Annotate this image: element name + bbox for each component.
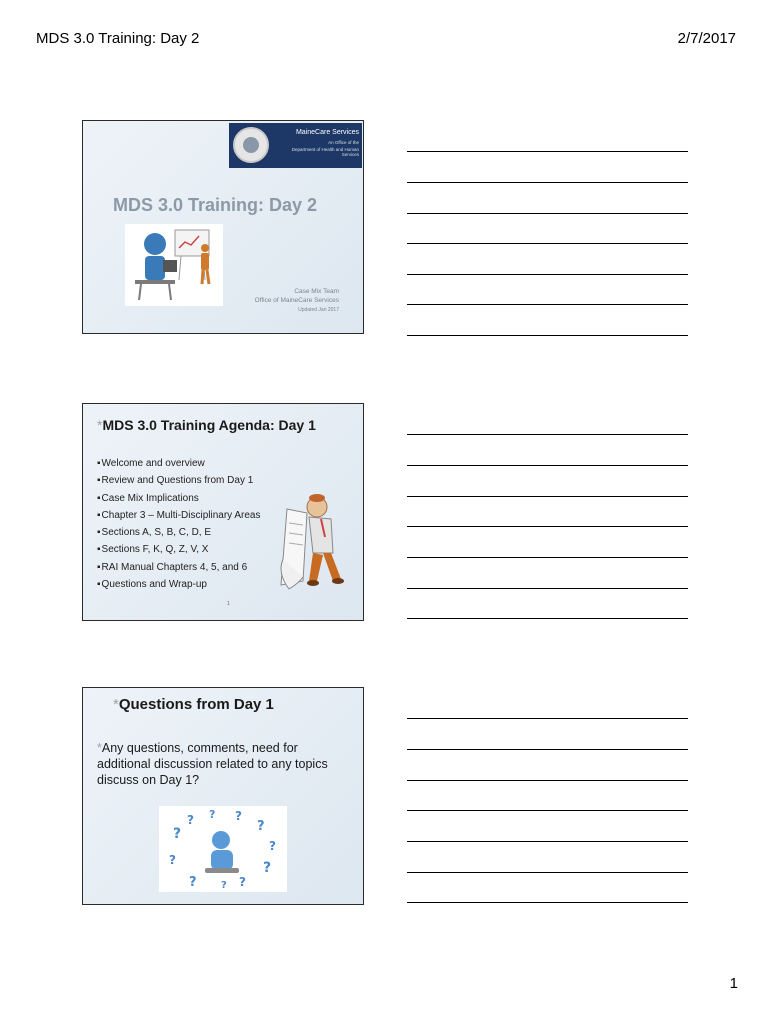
svg-text:?: ? <box>221 880 227 891</box>
svg-text:?: ? <box>235 809 242 823</box>
agenda-item: ▪ Review and Questions from Day 1 <box>97 472 261 489</box>
agenda-item: ▪ Chapter 3 – Multi-Disciplinary Areas <box>97 507 261 524</box>
banner-subtitle-1: An Office of the <box>328 140 359 145</box>
note-line <box>407 496 688 497</box>
slide-2-title: *MDS 3.0 Training Agenda: Day 1 <box>97 417 316 433</box>
man-with-scroll-icon <box>273 489 353 594</box>
note-line <box>407 718 688 719</box>
note-line <box>407 465 688 466</box>
note-line <box>407 780 688 781</box>
banner-subtitle-2: Department of Health and Human Services <box>291 147 359 157</box>
slide-3-question-text: *Any questions, comments, need for additional discussion related to any topics discuss on Day 1? <box>97 741 328 787</box>
note-line <box>407 588 688 589</box>
agenda-item: ▪ Sections A, S, B, C, D, E <box>97 524 261 541</box>
note-line <box>407 434 688 435</box>
handout-date: 2/7/2017 <box>677 30 736 47</box>
note-line <box>407 274 688 275</box>
agenda-item: ▪ RAI Manual Chapters 4, 5, and 6 <box>97 559 261 576</box>
note-line <box>407 557 688 558</box>
agenda-list <box>97 455 261 593</box>
handout-title: MDS 3.0 Training: Day 2 <box>36 30 200 47</box>
svg-text:?: ? <box>263 860 272 876</box>
note-line <box>407 749 688 750</box>
mainecare-banner <box>229 123 362 168</box>
svg-text:?: ? <box>269 839 276 853</box>
svg-text:?: ? <box>209 808 216 821</box>
state-seal-icon <box>233 127 269 163</box>
note-line <box>407 243 688 244</box>
note-line <box>407 841 688 842</box>
agenda-item: ▪ Questions and Wrap-up <box>97 576 261 593</box>
slide-1-team: Case Mix Team <box>294 288 339 295</box>
slide-3-thumbnail <box>82 687 364 905</box>
svg-text:?: ? <box>187 813 194 827</box>
note-line <box>407 151 688 152</box>
slide-1-title: MDS 3.0 Training: Day 2 <box>113 195 318 215</box>
note-line <box>407 335 688 336</box>
banner-name: MaineCare Services <box>295 129 359 136</box>
note-line <box>407 872 688 873</box>
agenda-item: ▪ Case Mix Implications <box>97 490 261 507</box>
slide-1-office: Office of MaineCare Services <box>254 297 339 304</box>
note-line <box>407 182 688 183</box>
slide-2-page-number: 1 <box>227 601 230 607</box>
svg-text:?: ? <box>239 875 246 889</box>
slide-1-updated: Updated Jan 2017 <box>298 307 339 313</box>
slide-3-title: *Questions from Day 1 <box>113 696 274 713</box>
svg-text:?: ? <box>173 826 182 842</box>
note-line <box>407 902 688 903</box>
page-number: 1 <box>729 975 738 992</box>
slide-1-thumbnail <box>82 120 364 334</box>
svg-text:?: ? <box>257 819 265 834</box>
agenda-item: ▪ Sections F, K, Q, Z, V, X <box>97 541 261 558</box>
note-line <box>407 618 688 619</box>
svg-text:?: ? <box>169 853 176 867</box>
note-line <box>407 304 688 305</box>
presenter-illustration-icon <box>125 224 223 306</box>
slide-2-thumbnail <box>82 403 364 621</box>
svg-text:?: ? <box>189 875 197 890</box>
question-marks-illustration-icon <box>159 806 287 892</box>
note-line <box>407 526 688 527</box>
agenda-item: ▪ Welcome and overview <box>97 455 261 472</box>
note-line <box>407 810 688 811</box>
note-line <box>407 213 688 214</box>
